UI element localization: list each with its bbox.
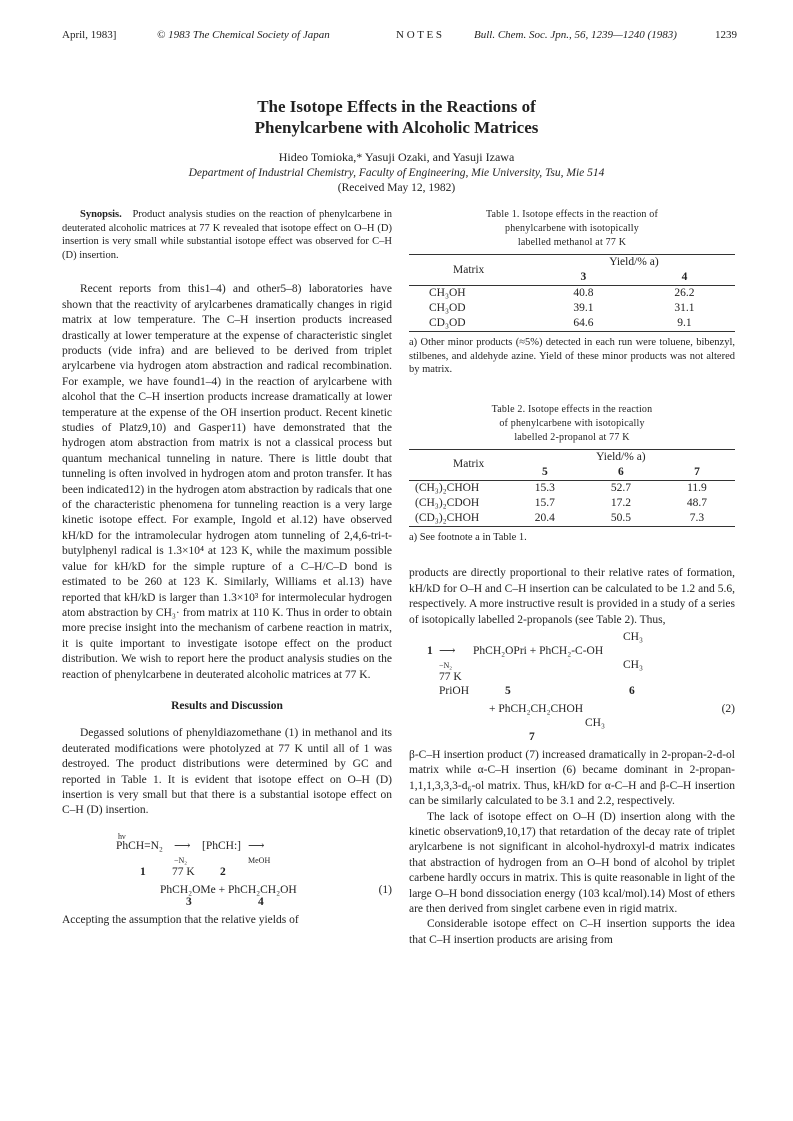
right-paragraph-1: products are directly proportional to their relative rates of formation, kH/kD for O–H and C–H insertion can be calculated to be 1.2 and 5.6, respectively. A more instructive result is provided in a study of a series of isotopically labelled 2-propanols (see Table 2). Thus, <box>409 567 735 626</box>
equation-2: CH₃ 1 ⟶ −N₂ PhCH₂OPri + PhCH₂-C-OH 77 K CH₃ PriOH 5 6 + PhCH₂CH₂CHOH (2) CH₃ 7 <box>427 631 735 743</box>
table-row: CD₃OD 64.6 9.1 <box>429 317 692 329</box>
authors: Hideo Tomioka,* Yasuji Ozaki, and Yasuji Izawa <box>278 150 515 164</box>
table-row: CH₃OD 39.1 31.1 <box>429 302 695 314</box>
table-1: Table 1. Isotope effects in the reaction of phenylcarbene with isotopically labelled methanol at 77 K Matrix Yield/% a) 3 4 CH₃OH 40.8 26.2 CH₃OD 39.1 31.1 CD₃OD 64.6 9.1 a) Other minor products (≈5%) detected in each run were toluene, bibenzyl, stilbenes, and aldehyde azine. Yield of these minor products was not altered by matrix. <box>409 209 735 376</box>
right-paragraph-3: The lack of isotope effect on O–H (D) insertion along with the kinetic observation9,10,17) that retardation of the decay rate of triplet arylcarbene is not significant in alcohol-hydroxyl-d matrix indicates that abstraction of hydrogen from an O–H bond of alcohol by triplet carbene hardly occurs in matrix. This is quite reasonable in light of the large O–H bond dissociation energy (103 kcal/mol).14) Most of ethers are then derived from singlet carbene even in rigid matrix. <box>409 810 735 916</box>
accepting-text: Accepting the assumption that the relative yields of <box>62 913 299 926</box>
running-header <box>62 28 737 44</box>
table-row: (CH₃)₂CDOH 15.7 17.2 48.7 <box>415 496 708 509</box>
table-2-footnote: a) See footnote a in Table 1. <box>409 531 527 543</box>
table-2: Table 2. Isotope effects in the reaction of phenylcarbene with isotopically labelled 2-propanol at 77 K Matrix Yield/% a) 5 6 7 (CH₃)₂CHOH 15.3 52.7 11.9 (CH₃)₂CDOH 15.7 17.2 48.7 (CD₃)₂CHOH 20.4 50.5 7.3 a) See footnote a in Table 1. <box>409 403 735 545</box>
table-1-footnote: a) Other minor products (≈5%) detected in each run were toluene, bibenzyl, stilbenes, and aldehyde azine. Yield of these minor products was not altered by matrix. <box>409 337 735 376</box>
table-row: (CD₃)₂CHOH 20.4 50.5 7.3 <box>415 511 705 524</box>
left-column <box>62 208 392 928</box>
equation-1: hν PhCH=N₂ ⟶ −N₂ [PhCH:] ⟶ MeOH 1 77 K 2 PhCH₂OMe + PhCH₂CH₂OH 3 4 (1) <box>116 831 392 908</box>
article-title: The Isotope Effects in the Reactions of Phenylcarbene with Alcoholic Matrices <box>254 97 539 137</box>
table-row: CH₃OH 40.8 26.2 <box>429 287 695 299</box>
header-copyright: © 1983 The Chemical Society of Japan <box>157 29 330 41</box>
affiliation: Department of Industrial Chemistry, Faculty of Engineering, Mie University, Tsu, Mie 514 <box>188 167 605 179</box>
table-row: (CH₃)₂CHOH 15.3 52.7 11.9 <box>415 481 707 494</box>
header-date: April, 1983] <box>62 29 117 41</box>
synopsis: Synopsis. Product analysis studies on the reaction of phenylcarbene in deuterated alcoholic matrices at 77 K revealed that isotope effect on O–H (D) insertion is very small while substantial isotope effect was observed for C–H (D) insertion. <box>62 209 392 261</box>
right-column <box>409 208 735 948</box>
received-date: (Received May 12, 1982) <box>337 182 456 194</box>
intro-paragraph: Recent reports from this1–4) and other5–8) laboratories have shown that the reactivity of arylcarbenes dramatically changes in rigid matrix at low temperature. The C–H insertion products increased drastically at lower temperature at the expense of characteristic singlet products (vide infra) and are believed to be derived from triplet arylcarbene via hydrogen atom abstraction and radical recombination. For example, we have found1–4) in the reaction of arylcarbene with alcohol that the C–H insertion products increase dramatically at lower temperature at the expense of the OH insertion product. Recent kinetic studies of Platz9,10) and Gasper11) have demonstrated that the hydrogen atom abstraction from matrix is not a classical process but quantum mechanical tunneling in nature. There is little doubt that tunneling is often involved in hydrogen atom and proton transfer. It has been indicated12) in the hydrogen atom abstraction by radicals that one of the characteristic phenomena for tunneling reaction is a very large kinetic isotope effect. For example, Ingold et al.12) have observed kH/kD for the intramolecular hydrogen atom tunneling of 2,4,6-tri-t-butylphenyl radical is 1.3×10⁴ at 123 K, while the maximum possible value for kH/kD for the simple rupture of a C–H/C–D bond is estimated to be 260 at 123 K. Similarly, Williams et al.13) have reported that kH/kD is larger than 1.3×10³ for intermolecular hydrogen atom abstraction by CH₃· from matrix at 110 K. Thus in order to obtain more precise insight into the mechanism of carbene reaction in matrix, it is quite important to investigate isotope effect on the product distribution. We wish to report here the product analysis studies on the reaction of phenylcarbene in deuterated alcoholic matrices at 77 K. <box>62 283 392 681</box>
results-paragraph: Degassed solutions of phenyldiazomethane (1) in methanol and its deuterated modifications were photolyzed at 77 K until all of 1 was destroyed. The product distributions were determined by GC and reported in Table 1. It is evident that isotope effect on O–H (D) insertion is very small but that there is a substantial isotope effect on C–H (D) insertion. <box>62 727 392 817</box>
right-paragraph-4: Considerable isotope effect on C–H insertion supports the idea that C–H insertion products are arising from <box>409 918 735 946</box>
header-citation: Bull. Chem. Soc. Jpn., 56, 1239—1240 (1983) <box>474 29 677 41</box>
section-heading: Results and Discussion <box>171 699 283 712</box>
header-page: 1239 <box>715 29 737 41</box>
right-paragraph-2: β-C–H insertion product (7) increased dramatically in 2-propan-2-d-ol matrix while α-C–H insertion (6) became dominant in 2-propan-1,1,1,3,3,3-d₆-ol matrix. Thus, kH/kD for α-C–H and β-C–H insertion can be similarly calculated to be 3.1 and 2.2, respectively. <box>409 749 735 808</box>
header-section: N O T E S <box>396 29 443 41</box>
